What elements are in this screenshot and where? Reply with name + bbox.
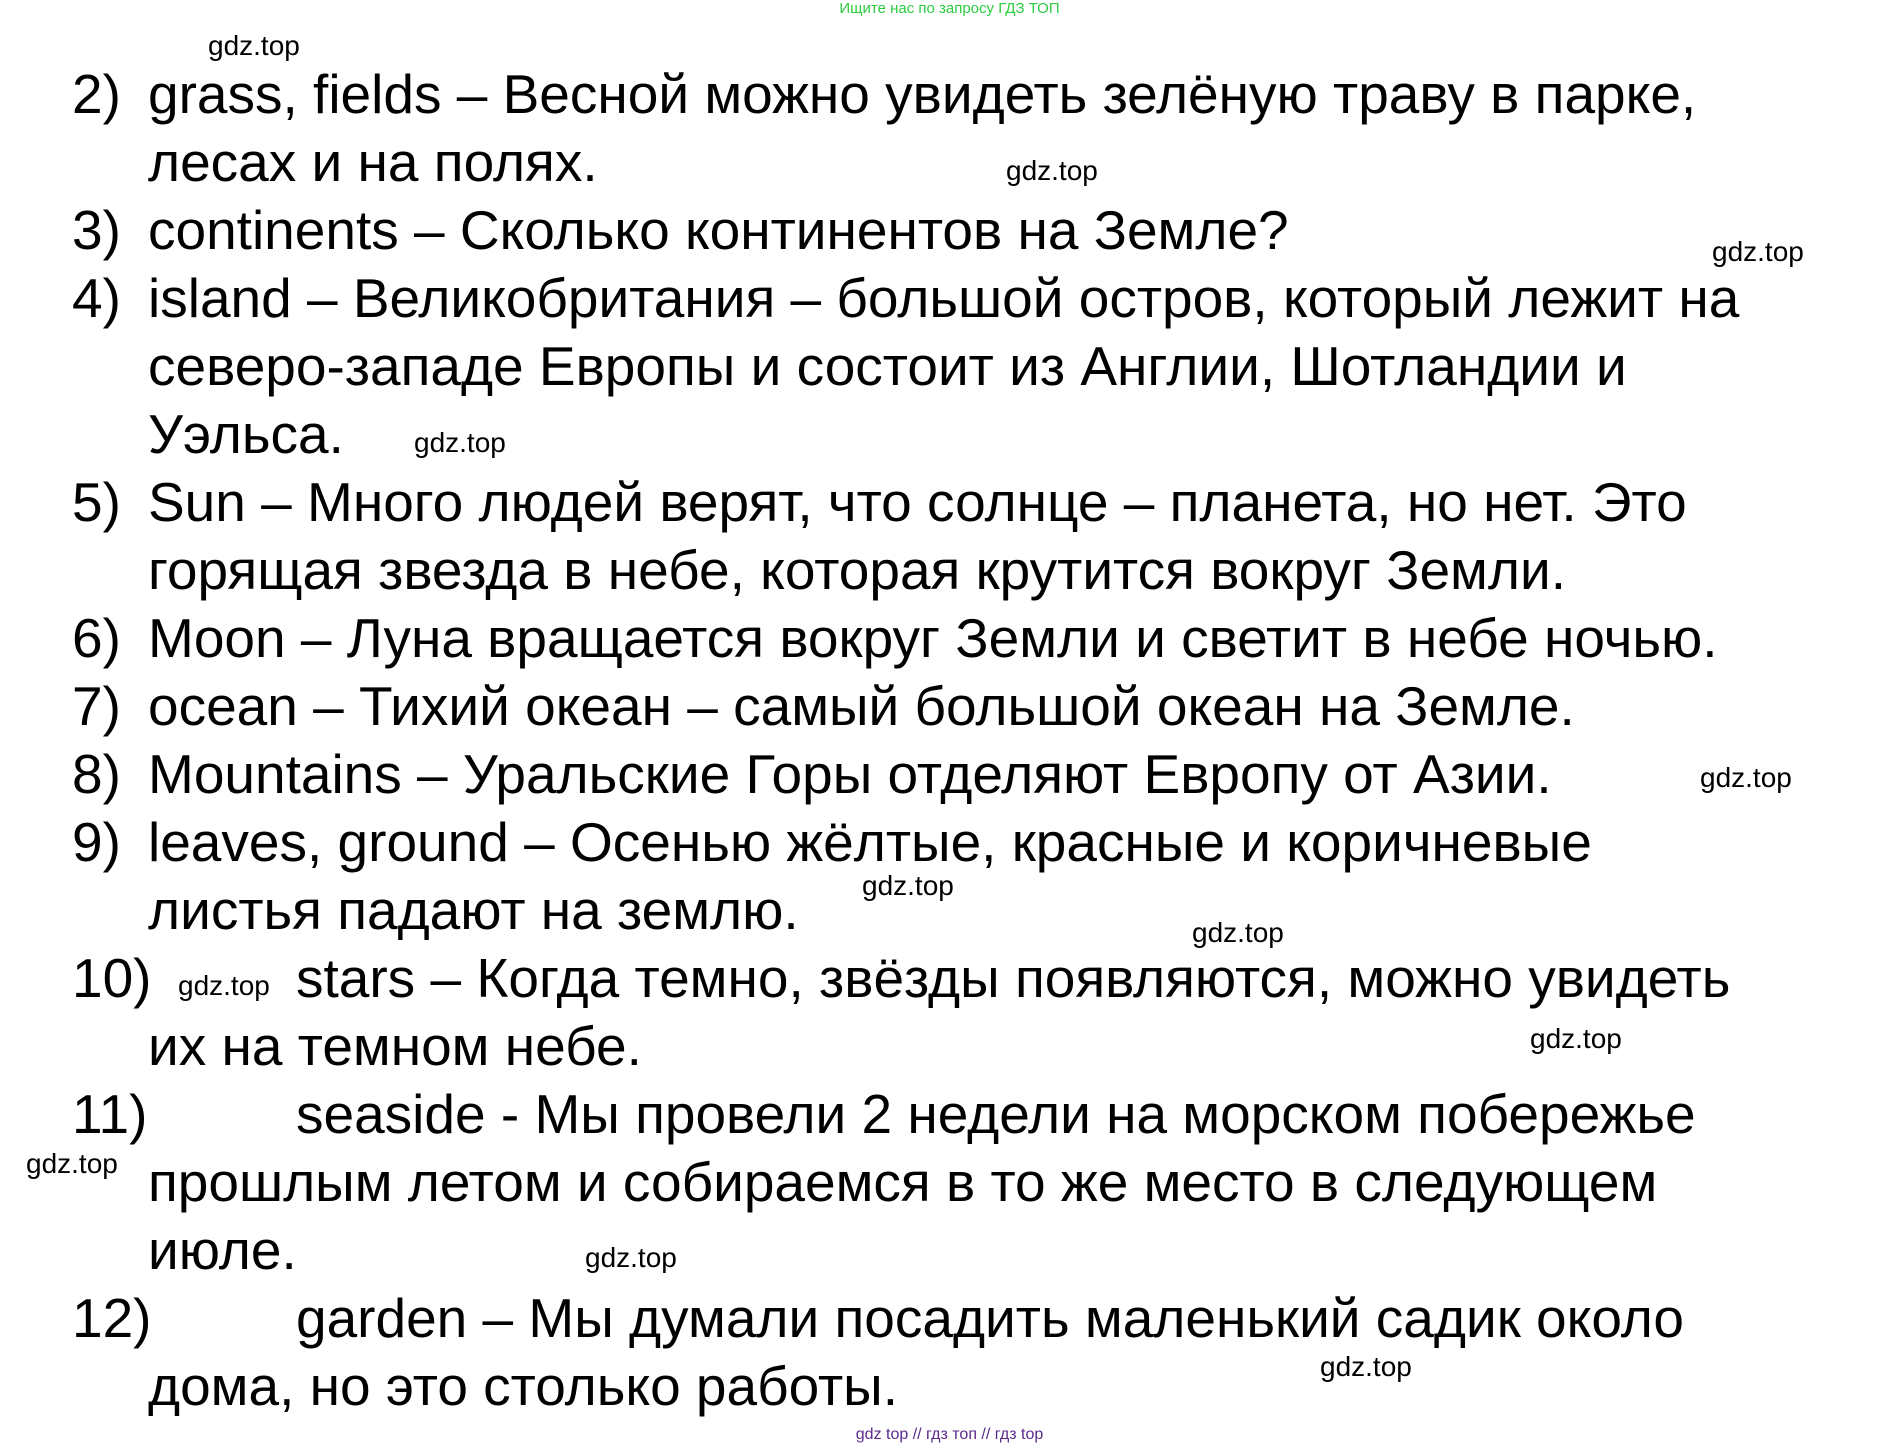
item-text-line: Moon – Луна вращается вокруг Земли и светит в небе ночью. — [148, 607, 1718, 669]
watermark: gdz.top — [208, 30, 300, 61]
item-text-line: continents – Сколько континентов на Земле? — [148, 199, 1289, 261]
watermark: gdz.top — [1320, 1351, 1412, 1382]
item-number: 11) — [72, 1083, 148, 1145]
item-text-line: горящая звезда в небе, которая крутится вокруг Земли. — [148, 539, 1566, 601]
watermark: gdz.top — [414, 427, 506, 458]
item-number: 2) — [72, 63, 121, 125]
item-text-line: северо-западе Европы и состоит из Англии, Шотландии и — [148, 335, 1627, 397]
item-text-line: листья падают на землю. — [148, 879, 799, 941]
item-text-line: grass, fields – Весной можно увидеть зелёную траву в парке, — [148, 63, 1697, 125]
watermark: gdz.top — [26, 1148, 118, 1179]
item-number: 10) — [72, 947, 152, 1009]
item-text-line: лесах и на полях. — [148, 131, 598, 193]
watermark: gdz.top — [1712, 236, 1804, 267]
item-text-line: seaside - Мы провели 2 недели на морском побережье — [296, 1083, 1696, 1145]
item-text-line: ocean – Тихий океан – самый большой океан на Земле. — [148, 675, 1575, 737]
item-number: 9) — [72, 811, 121, 873]
item-text-line: Sun – Много людей верят, что солнце – планета, но нет. Это — [148, 471, 1687, 533]
watermark: gdz.top — [1530, 1023, 1622, 1054]
item-number: 8) — [72, 743, 121, 805]
item-number: 12) — [72, 1287, 152, 1349]
watermark: gdz.top — [1700, 762, 1792, 793]
item-number: 6) — [72, 607, 121, 669]
item-text-line: дома, но это столько работы. — [148, 1355, 898, 1417]
item-number: 5) — [72, 471, 121, 533]
watermark: gdz.top — [178, 970, 270, 1001]
watermark: gdz.top — [1006, 155, 1098, 186]
item-text-line: Уэльса. — [148, 403, 344, 465]
item-text-line: прошлым летом и собираемся в то же место в следующем — [148, 1151, 1658, 1213]
top-banner: Ищите нас по запросу ГДЗ ТОП — [839, 0, 1060, 17]
item-text-line: июле. — [148, 1219, 297, 1281]
item-text-line: leaves, ground – Осенью жёлтые, красные и коричневые — [148, 811, 1592, 873]
item-text-line: их на темном небе. — [148, 1015, 642, 1077]
item-number: 4) — [72, 267, 121, 329]
item-text-line: island – Великобритания – большой остров, который лежит на — [148, 267, 1740, 329]
watermark: gdz.top — [585, 1242, 677, 1273]
watermark: gdz.top — [1192, 917, 1284, 948]
item-text-line: garden – Мы думали посадить маленький садик около — [296, 1287, 1684, 1349]
watermark: gdz.top — [862, 870, 954, 901]
item-number: 7) — [72, 675, 121, 737]
item-text-line: Mountains – Уральские Горы отделяют Европу от Азии. — [148, 743, 1552, 805]
footer-links[interactable]: gdz top // гдз топ // гдз top — [855, 1426, 1044, 1443]
item-text-line: stars – Когда темно, звёзды появляются, можно увидеть — [296, 947, 1731, 1009]
item-number: 3) — [72, 199, 121, 261]
